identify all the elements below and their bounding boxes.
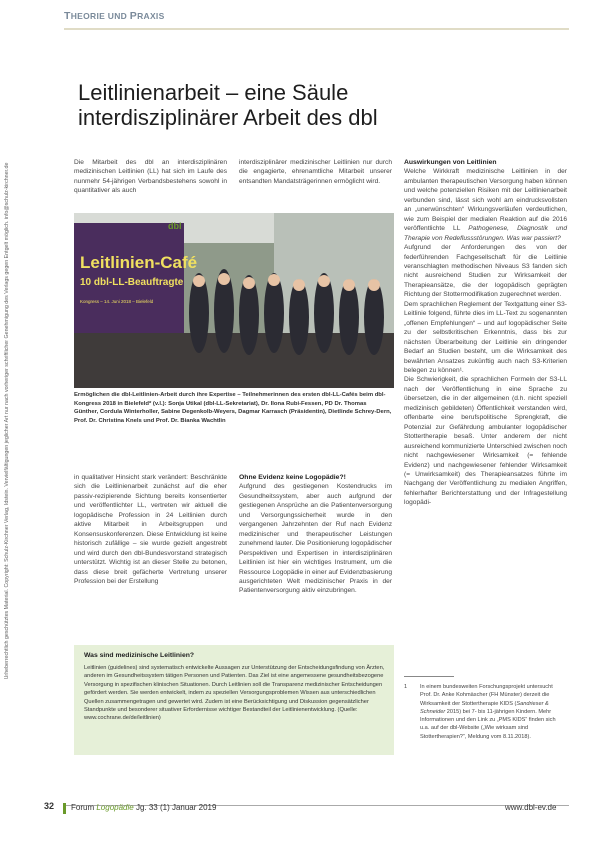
group-photo: [74, 213, 394, 388]
section-heading-evidence: Ohne Evidenz keine Logopädie?!: [239, 474, 346, 481]
info-box-text: Leitlinien (guidelines) sind systematisch entwickelte Aussagen zur Unterstützung der Entscheidungsfindung von Ärzten, anderen im Gesundheitssystem tätigen Personen und Patienten. Das Ziel ist eine angemessene gesundheitsbezogene Versorgung in spezifischen klinischen Situationen. Durch Leitlinien soll die Transparenz medizinischer Entscheidungen gefördert werden. Sie werden entwickelt, indem zu speziellen Versorgungsproblemen Wissen aus unterschiedlichen Quellen zusammengetragen und gewertet wird. Zudem ist eine Berücksichtigung und Diskussion gegensätzlicher Standpunkte und besonderer situativer Erfordernisse wichtiger Bestandteil der Leitlinienentwicklung. (Quelle: www.cochrane.de/de/leitlinien): [84, 665, 385, 722]
footnote: 1 In einem bundesweiten Forschungsprojekt untersucht Prof. Dr. Anke Kohmäscher (FH Münster) derzeit die Wirksamkeit der Stottertherapie KIDS (Sandrieser & Schneider 2015) bei 7- bis 11-jährigen Kindern. Mehr Informationen und den Link zu „PMS KIDS“ finden sich u.a. auf der dbl-Website („Wie wirksam sind Stottertherapien?“, Meldung vom 8.11.2018).: [404, 684, 556, 740]
intro-column-1: Die Mitarbeit des dbl an interdisziplinären medizinischen Leitlinien (LL) hat sich im Laufe des nunmehr 54-jährigen Verbandsbestehens sowohl in quantitativer als auch: [74, 159, 227, 195]
right-column: Auswirkungen von Leitlinien Welche Wirkkraft medizinische Leitlinien in der ambulanten therapeutischen Versorgung haben können und welche potenziellen Risiken mit der Leitlinienarbeit verbunden sind, lässt sich wohl am eindrucksvollsten an „unerwünschten“ Wirkungsverläufen verdeutlichen, wie zum Beispiel der medialen Reaktion auf die 2016 veröffentlichte LL Pathogenese, Diagnostik und Therapie von Redeflussstörungen. Was war passiert? Aufgrund der Anforderungen des von der federführenden Fachgesellschaft für die Leitlinie veranschlagten methodischen Niveaus S3 fanden sich nicht ausreichend Studien zur Wirksamkeit der Therapieansätze, die der logopädisch geprägten Richtung der Stottermodifikation zugerechnet werden. Dem sprachlichen Reglement der Textgattung einer S3-Leitlinie folgend, führte dies im LL-Text zu sogenannten „offenen Empfehlungen“ – und auf logopädischer Seite zu der selbstkritischen Erkenntnis, dass bis zur nächsten Überarbeitung der Leitlinie ein dringender Bedarf an Studien besteht, um die Wirksamkeit des bewährten Ansatzes zukünftig auch nach S3-Kriterien belegen zu können¹. Die Schwierigkeit, die sprachlichen Formeln der S3-LL nach der Veröffentlichung in eine Sprache zu übersetzen, die in der allgemeinen (d.h. nicht speziell medizinisch gebildeten) Öffentlichkeit verstanden wird, offenbarte eine berufspolitische Sprengkraft, die Potenzial zur Gefährdung ambulanter logopädischer Stottertherapie besaß. Unter anderem der nicht ausreichend kommunizierte Unterschied zwischen noch nicht nachgewiesener Wirksamkeit (= fehlende Evidenz) und nachgewiesener fehlender Wirksamkeit (= Unwirksamkeit) des Therapieansatzes führte im Nachgang der Veröffentlichung zu medialen Angriffen, fehlerhafter Berichterstattung und der Infragestellung logopädi-: [404, 159, 567, 507]
banner-title: Leitlinien-Café: [80, 253, 198, 272]
footnote-number: 1: [404, 684, 408, 690]
footnote-rule: [404, 676, 454, 677]
copyright-notice: Urheberrechtlich geschütztes Material. Copyright: Schulz-Kirchner Verlag, Idstein. Vervielfältigungen jeglicher Art nur nach vorheriger schriftlicher Genehmigung des Verlags gegen Entgelt möglich. info@schulz-kirchner.de: [4, 162, 10, 680]
title-line-2: interdisziplinärer Arbeit des dbl: [78, 105, 378, 130]
banner-date: Kongress – 14. Juni 2018 – Bielefeld: [80, 299, 154, 304]
title-line-1: Leitlinienarbeit – eine Säule: [78, 80, 349, 105]
info-box-title: Was sind medizinische Leitlinien?: [84, 652, 195, 659]
intro-column-2: interdisziplinärer medizinischer Leitlinien nur durch die engagierte, ehrenamtliche Mitarbeit unserer entsandten Mandatsträgerinnen ermöglicht wird.: [239, 159, 392, 185]
body-column-2: Ohne Evidenz keine Logopädie?! Aufgrund des gestiegenen Kostendrucks im Gesundheitssystem, aber auch aufgrund der gestiegenen Ansprüche an die Patientenversorgung und Versorgungssicherheit wurde in den vergangenen Jahrzehnten der Ruf nach Evidenz medizinischer und therapeutischer Leistungen zunehmend lauter. Die Positionierung logopädischer Perspektiven und Expertisen in interdisziplinären Leitlinien ist hier ein wichtiges Instrument, um die Ressource Logopädie in einer auf Evidenzbasierung ausgerichteten Welt medizinischer Praxis in der Patientenversorgung aktiv einzubringen.: [239, 474, 392, 595]
body-column-1: in qualitativer Hinsicht stark verändert: Beschränkte sich die Leitlinienarbeit zunächst auf die eher passiv-rezipierende Sichtung bereits konsentierter und veröffentlichter LL, vertreten wir aktuell die logopädische Profession in 24 Leitlinien durch aktive Mitarbeit in Arbeitsgruppen und Konsensuskonferenzen. Diese Entwicklung ist keine historisch zufällige – sie wurde gezielt angestrebt und wird durch den dbl-Bundesvorstand strategisch unterstützt. Wichtig ist an dieser Stelle zu betonen, dass diese breit gefächerte Vertretung unserer Profession bei der Erstellung: [74, 474, 227, 585]
section-heading-effects: Auswirkungen von Leitlinien: [404, 159, 497, 166]
banner-subtitle: 10 dbl-LL-Beauftragte: [80, 277, 184, 288]
article-title: [78, 80, 528, 130]
section-label: THEORIE UND PRAXIS: [64, 10, 165, 22]
footer-url[interactable]: www.dbl-ev.de: [505, 803, 557, 812]
banner-brand: dbl: [168, 221, 182, 231]
page-number: 32: [44, 801, 55, 811]
photo-caption: Ermöglichen die dbl-Leitlinien-Arbeit durch ihre Expertise – Teilnehmerinnen des ersten dbl-LL-Cafés beim dbl-Kongress 2018 in Bielefeld* (v.l.): Sonja Utikal (dbl-LL-Sekretariat), Dr. Ilona Rubi-Fessen, PD Dr. Thomas Günther, Cordula Winterholler, Sabine Degenkolb-Weyers, Dagmar Karrasch (Präsidentin), Dietlinde Schrey-Dern, Prof. Dr. Christina Knels und Prof. Dr. Bianka Wachtlin: [74, 392, 392, 424]
footer-accent-bar: [63, 803, 66, 814]
header-rule: [64, 28, 569, 30]
journal-info: Forum Logopädie Jg. 33 (1) Januar 2019: [71, 803, 217, 812]
